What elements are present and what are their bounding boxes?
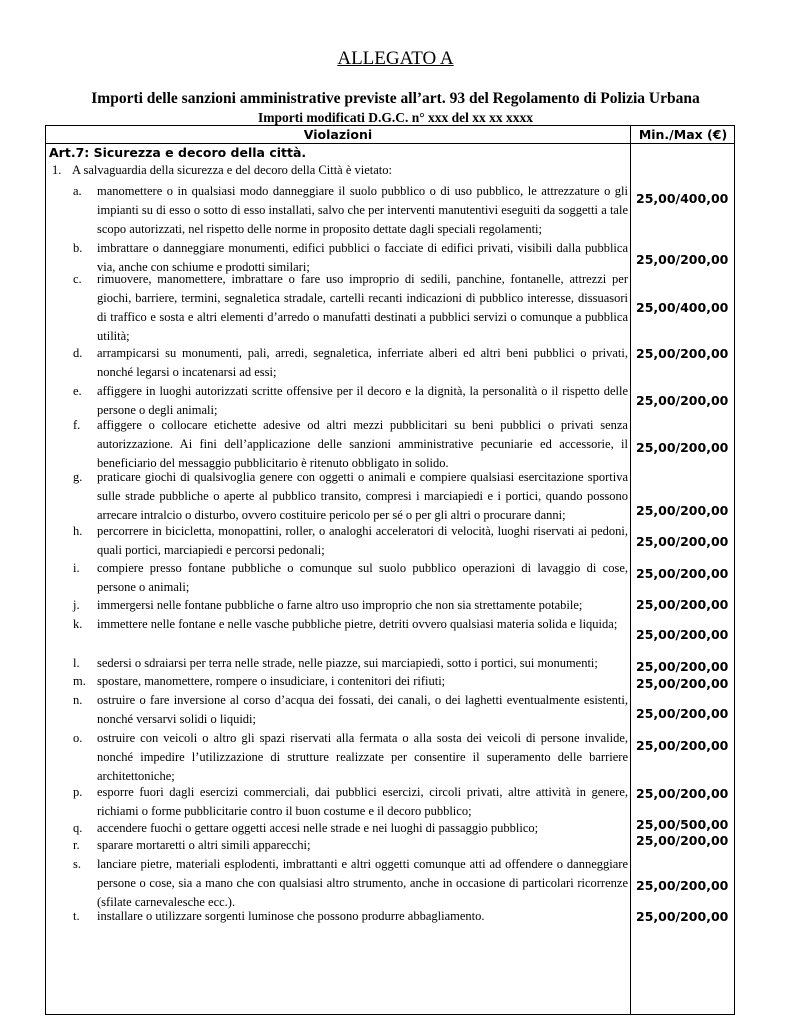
sanctions-table (45, 125, 735, 1015)
sanction-amount: 25,00/200,00 (636, 627, 729, 642)
violation-letter: j. (73, 598, 80, 612)
violation-text: spostare, manomettere, rompere o insudiciare, i contenitori dei rifiuti; (97, 674, 446, 688)
violation-text: imbrattare o danneggiare monumenti, edifici pubblici o facciate di edifici privati, visibili dalla pubblica via, anche con schiume e prodotti similari; (97, 241, 628, 274)
header-divider (46, 143, 734, 144)
column-header-amount: Min./Max (€) (638, 127, 728, 142)
violation-row (46, 522, 630, 560)
violation-row (46, 783, 630, 821)
violation-letter: c. (73, 272, 82, 286)
violation-row (46, 729, 630, 786)
sanction-amount: 25,00/200,00 (636, 738, 729, 753)
intro-number: 1. (52, 163, 62, 177)
violation-letter: s. (73, 857, 81, 871)
violation-letter: k. (73, 617, 83, 631)
sanction-amount: 25,00/200,00 (636, 786, 729, 801)
violation-row (46, 691, 630, 729)
sanction-amount: 25,00/200,00 (636, 393, 729, 408)
sanction-amount: 25,00/200,00 (636, 252, 729, 267)
violation-text: manomettere o in qualsiasi modo danneggiare il suolo pubblico o di uso pubblico, le attrezzature o gli impianti su di esso o sotto di esso installati, salvo che per interventi manutentivi eseguiti da soggetti a tale scopo autorizzati, nel rispetto delle norme in proposito dettate dagli speciali regolamenti; (97, 184, 628, 236)
violation-text: ostruire con veicoli o altro gli spazi riservati alla fermata o alla sosta dei veicoli di persone invalide, nonché impedire l’utilizzazione di strutture realizzate per consentire il superamento delle barriere architettoniche; (97, 731, 628, 783)
document-subtitle-modified: Importi modificati D.G.C. n° xxx del xx xx xxxx (257, 110, 534, 125)
column-header-violations: Violazioni (303, 127, 373, 142)
violation-row (46, 382, 630, 420)
violation-text: esporre fuori dagli esercizi commerciali, dai pubblici esercizi, circoli privati, altre attività in genere, richiami o forme pubblicitarie contro il buon costume e il decoro pubblico; (97, 785, 628, 818)
violation-letter: m. (73, 674, 86, 688)
violation-letter: t. (73, 909, 80, 923)
document-subtitle: Importi delle sanzioni amministrative previste all’art. 93 del Regolamento di Polizia Urbana (91, 90, 700, 107)
violation-text: installare o utilizzare sorgenti luminose che possono produrre abbagliamento. (97, 909, 485, 923)
sanction-amount: 25,00/200,00 (636, 503, 729, 518)
violation-letter: a. (73, 184, 82, 198)
sanction-amount: 25,00/200,00 (636, 534, 729, 549)
sanction-amount: 25,00/200,00 (636, 440, 729, 455)
violation-text: compiere presso fontane pubbliche o comunque sul suolo pubblico operazioni di lavaggio di cose, persone o animali; (97, 561, 628, 594)
sanction-amount: 25,00/200,00 (636, 597, 729, 612)
sanction-amount: 25,00/200,00 (636, 833, 729, 848)
violation-letter: d. (73, 346, 83, 360)
sanction-amount: 25,00/200,00 (636, 878, 729, 893)
violation-row (46, 836, 630, 855)
sanction-amount: 25,00/200,00 (636, 909, 729, 924)
violation-text: affiggere o collocare etichette adesive od altri mezzi pubblicitari su beni pubblici o privati senza autorizzazione. Ai fini dell’applicazione delle sanzioni amministrative pecuniarie ed accessorie, il beneficiario del messaggio pubblicitario è ritenuto obbligato in solido. (97, 418, 628, 470)
violation-row (46, 416, 630, 473)
violation-letter: q. (73, 821, 83, 835)
violation-row (46, 270, 630, 346)
article-heading: Art.7: Sicurezza e decoro della città. (49, 145, 307, 160)
sanction-amount: 25,00/500,00 (636, 817, 729, 832)
violation-text: immergersi nelle fontane pubbliche o farne altro uso improprio che non sia strettamente potabile; (97, 598, 583, 612)
violation-text: percorrere in bicicletta, monopattini, roller, o analoghi acceleratori di velocità, luoghi riservati ai pedoni, quali portici, marciapiedi e percorsi pedonali; (97, 524, 628, 557)
violation-row (46, 907, 630, 926)
violation-row (46, 468, 630, 525)
sanction-amount: 25,00/200,00 (636, 676, 729, 691)
violation-text: arrampicarsi su monumenti, pali, arredi, segnaletica, inferriate alberi ed altri beni pubblici o privati, nonché legarsi o incatenarsi ad essi; (97, 346, 628, 379)
page-title: ALLEGATO A (337, 48, 454, 69)
violation-row (46, 855, 630, 912)
sanction-amount: 25,00/200,00 (636, 659, 729, 674)
violation-letter: r. (73, 838, 80, 852)
column-divider (630, 126, 631, 1014)
violation-row (46, 182, 630, 239)
violation-letter: i. (73, 561, 80, 575)
violation-row (46, 615, 630, 634)
violation-row (46, 672, 630, 691)
violation-row (46, 654, 630, 673)
violation-letter: g. (73, 470, 83, 484)
violation-letter: l. (73, 656, 80, 670)
violation-text: immettere nelle fontane e nelle vasche pubbliche pietre, detriti ovvero qualsiasi materia solida e liquida; (97, 617, 618, 631)
violation-text: praticare giochi di qualsivoglia genere con oggetti o animali e compiere qualsiasi esercitazione sportiva sulle strade pubbliche o aperte al pubblico transito, compresi i marciapiedi e i portici, quando possono arrecare intralcio o disturbo, ovvero costituire pericolo per sé o per gli altri o procurare danni; (97, 470, 628, 522)
violation-letter: h. (73, 524, 83, 538)
violation-letter: o. (73, 731, 83, 745)
sanction-amount: 25,00/200,00 (636, 346, 729, 361)
violation-letter: f. (73, 418, 81, 432)
violation-text: ostruire o fare inversione al corso d’acqua dei fossati, dei canali, o dei laghetti eventualmente esistenti, nonché versarvi solidi o liquidi; (97, 693, 628, 726)
violation-text: sedersi o sdraiarsi per terra nelle strade, nelle piazze, sui marciapiedi, sotto i portici, sui monumenti; (97, 656, 598, 670)
violation-letter: b. (73, 241, 83, 255)
violation-row (46, 559, 630, 597)
sanction-amount: 25,00/200,00 (636, 706, 729, 721)
intro-text: A salvaguardia della sicurezza e del decoro della Città è vietato: (72, 163, 392, 177)
violation-row (46, 596, 630, 615)
violation-text: affiggere in luoghi autorizzati scritte offensive per il decoro e la dignità, la personalità o il rispetto delle persone o degli animali; (97, 384, 628, 417)
sanction-amount: 25,00/200,00 (636, 566, 729, 581)
violation-letter: n. (73, 693, 83, 707)
sanction-amount: 25,00/400,00 (636, 300, 729, 315)
violation-row (46, 344, 630, 382)
violation-text: accendere fuochi o gettare oggetti accesi nelle strade e nei luoghi di passaggio pubblico; (97, 821, 539, 835)
violation-text: sparare mortaretti o altri simili apparecchi; (97, 838, 311, 852)
violation-text: rimuovere, manomettere, imbrattare o fare uso improprio di sedili, panchine, fontanelle, attrezzi per giochi, barriere, termini, segnaletica stradale, cartelli recanti indicazioni di pubblico interesse, dissuasori di traffico e sosta e altri elementi d’arredo o manufatti destinati a pubblici servizi o comunque a pubblica utilità; (97, 272, 628, 343)
violation-letter: e. (73, 384, 82, 398)
violation-letter: p. (73, 785, 83, 799)
sanction-amount: 25,00/400,00 (636, 191, 729, 206)
violation-text: lanciare pietre, materiali esplodenti, imbrattanti e altri oggetti comunque atti ad offendere o danneggiare persone o cose, sia a mano che con qualsiasi altro strumento, anche in occasione di particolari ricorrenze (sfilate carnevalesche ecc.). (97, 857, 628, 909)
